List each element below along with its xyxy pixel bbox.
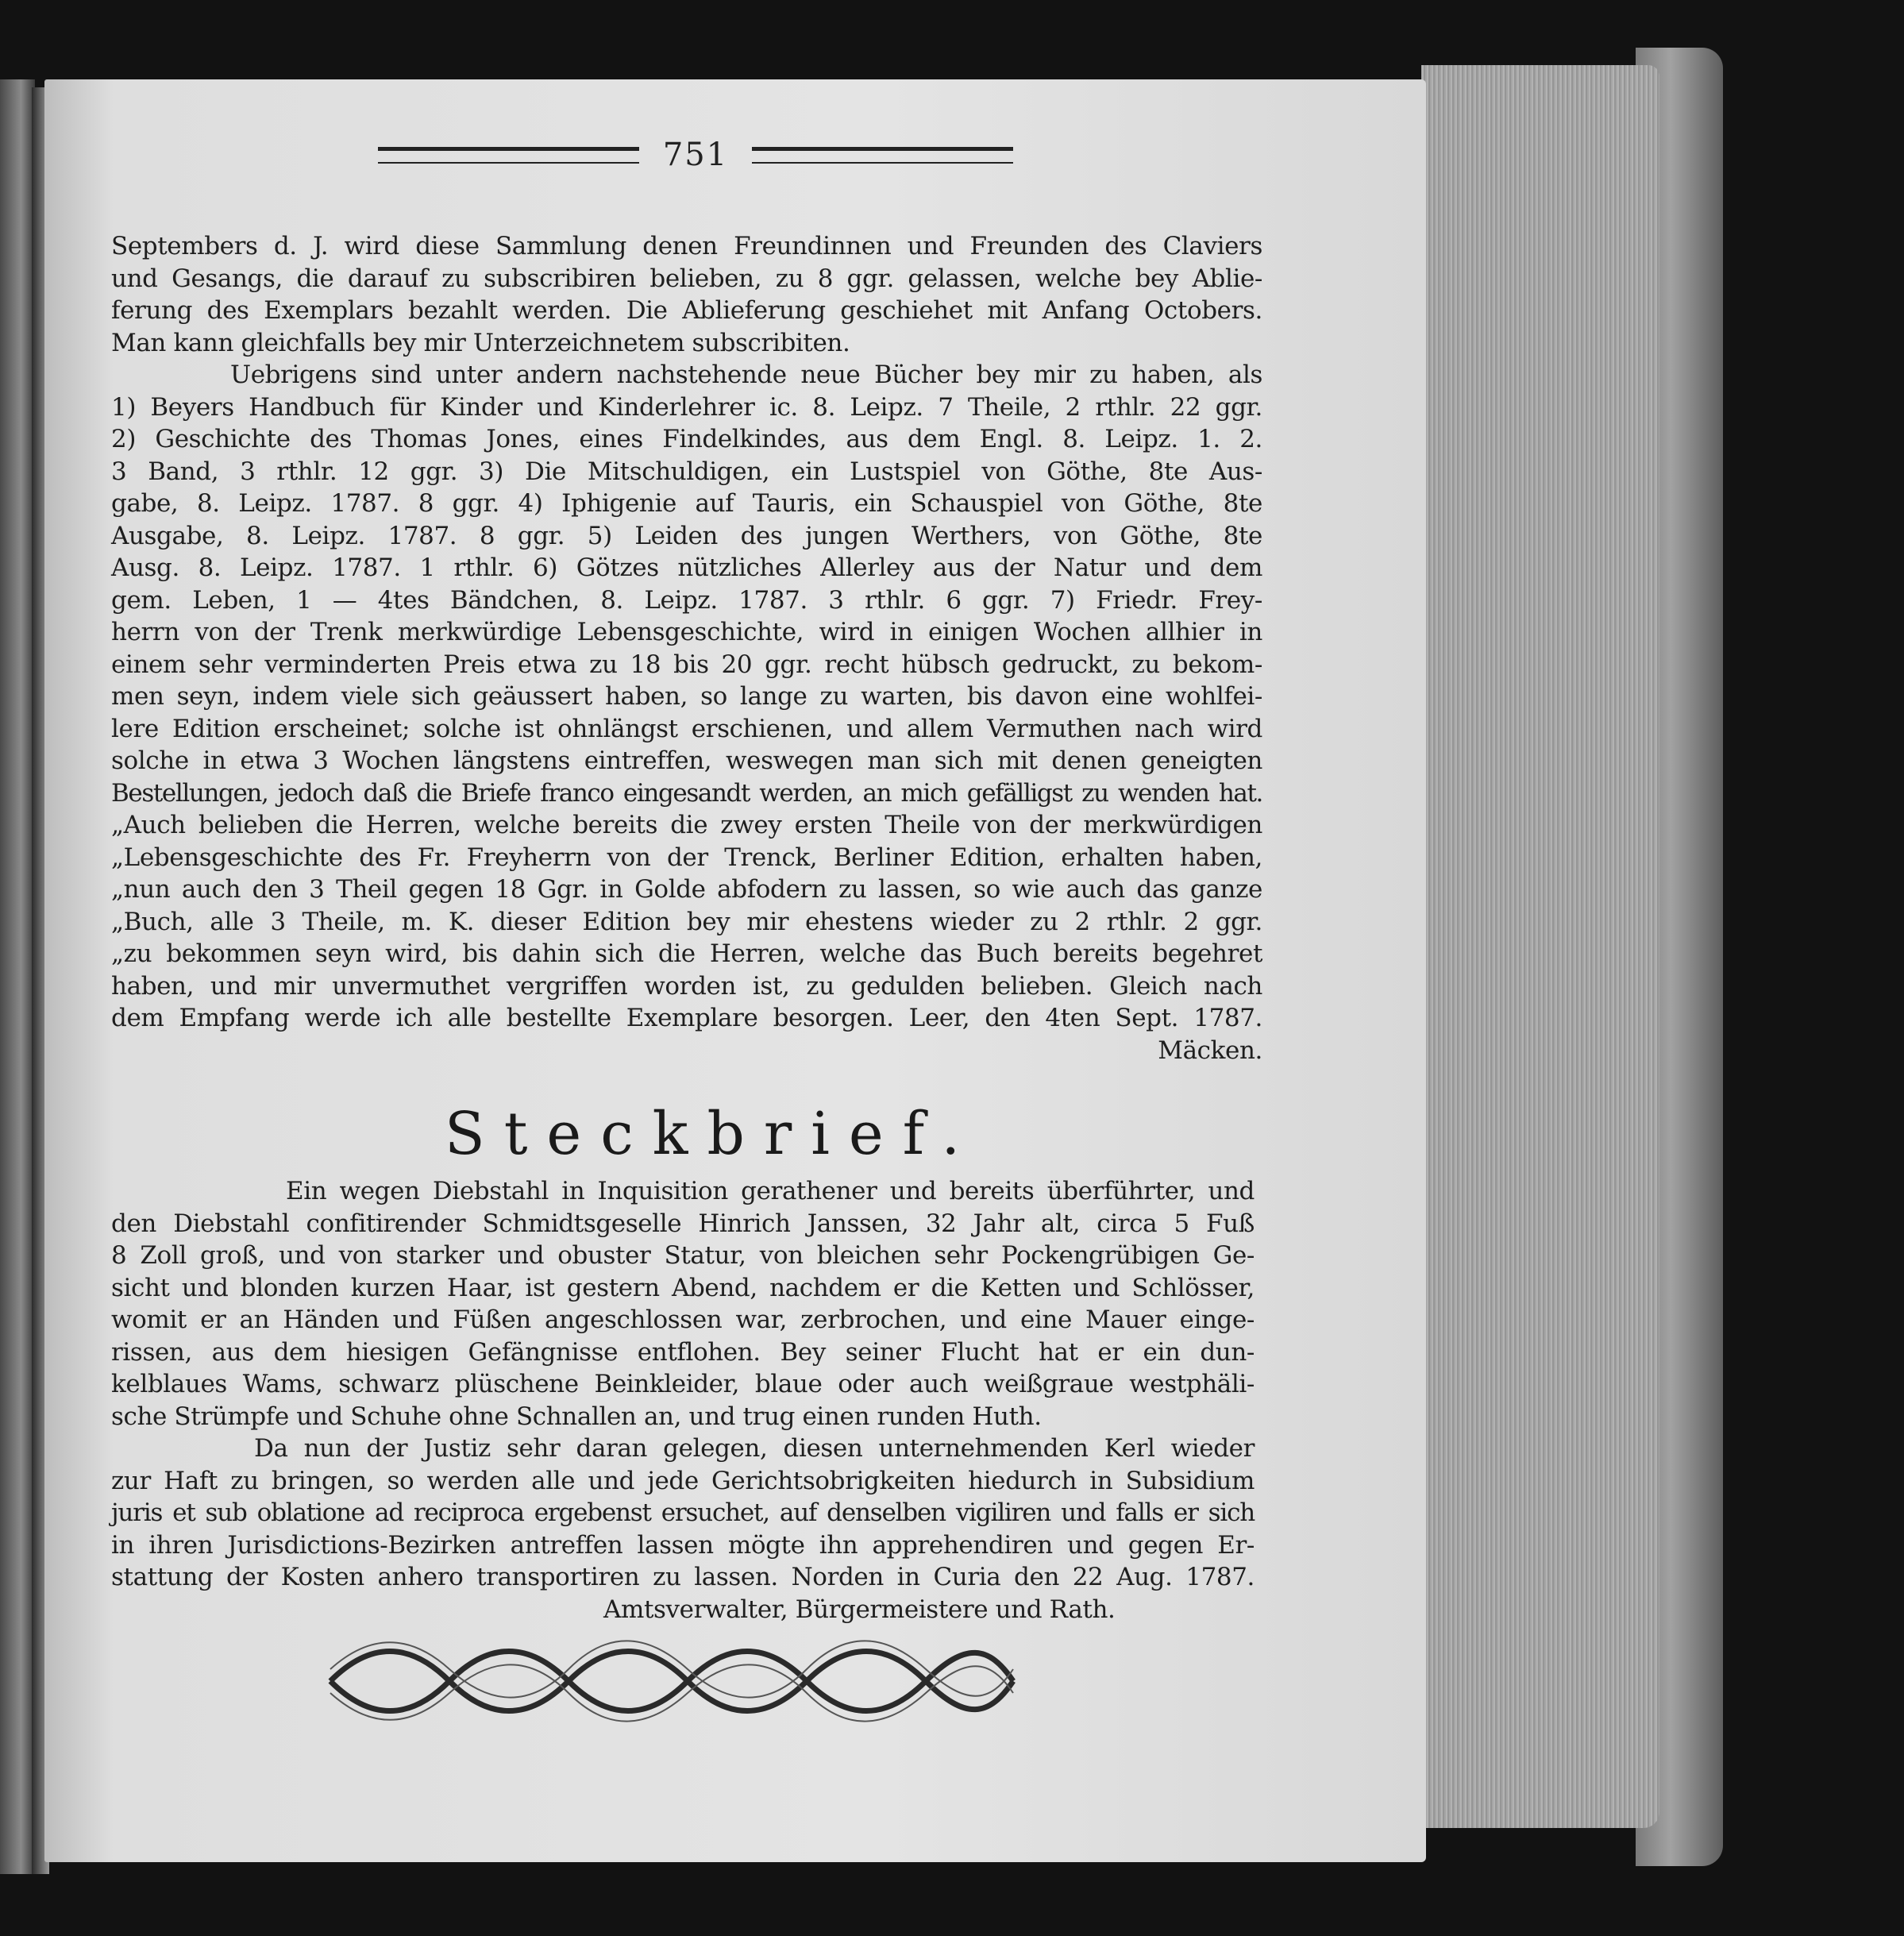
text-line: zur Haft zu bringen, so werden alle und jede Gerichtsobrigkeiten hiedurch in Subsidium [111, 1466, 1255, 1495]
steckbrief-heading: Steckbrief. [445, 1100, 979, 1168]
text-line: ferung des Exemplars bezahlt werden. Die Ablieferung geschiehet mit Anfang Octobers. [111, 296, 1262, 325]
text-line: juris et sub oblatione ad reciproca ergebenst ersuchet, auf denselben vigiliren und falls er sich [111, 1498, 1255, 1527]
text-line: gem. Leben, 1 — 4tes Bändchen, 8. Leipz. 1787. 3 rthlr. 6 ggr. 7) Friedr. Frey- [111, 585, 1262, 615]
text-line: stattung der Kosten anhero transportiren zu lassen. Norden in Curia den 22 Aug. 1787. [111, 1563, 1255, 1591]
text-line: „zu bekommen seyn wird, bis dahin sich die Herren, welche das Buch bereits begehret [111, 939, 1262, 968]
text-line: Ausgabe, 8. Leipz. 1787. 8 ggr. 5) Leiden des jungen Werthers, von Göthe, 8te [111, 521, 1262, 550]
text-line: „nun auch den 3 Theil gegen 18 Ggr. in Golde abfodern zu lassen, so wie auch das ganze [111, 875, 1262, 904]
previous-page-edge [0, 79, 35, 1874]
text-line: Septembers d. J. wird diese Sammlung denen Freundinnen und Freunden des Claviers [111, 232, 1262, 260]
text-line: sche Strümpfe und Schuhe ohne Schnallen an, und trug einen runden Huth. [111, 1402, 1042, 1431]
bookseller-advertisement [111, 230, 1262, 1066]
text-line: Bestellungen, jedoch daß die Briefe franco eingesandt werden, an mich gefälligst zu wenden hat. [111, 778, 1262, 808]
text-line: und Gesangs, die darauf zu subscribiren belieben, zu 8 ggr. gelassen, welche bey Ablie- [111, 264, 1262, 293]
page-header [378, 127, 1013, 183]
text-line: kelblaues Wams, schwarz plüschene Beinkleider, blaue oder auch weißgraue westphäli- [111, 1370, 1255, 1398]
text-line: Man kann gleichfalls bey mir Unterzeichnetem subscribiten. [111, 328, 850, 357]
text-line: gabe, 8. Leipz. 1787. 8 ggr. 4) Iphigenie auf Tauris, ein Schauspiel von Göthe, 8te [111, 489, 1262, 518]
text-line: lere Edition erscheinet; solche ist ohnlängst erschienen, und allem Vermuthen nach wird [111, 714, 1262, 743]
text-line: 2) Geschichte des Thomas Jones, eines Findelkindes, aus dem Engl. 8. Leipz. 1. 2. [111, 425, 1262, 453]
text-line: 3 Band, 3 rthlr. 12 ggr. 3) Die Mitschuldigen, ein Lustspiel von Göthe, 8te Aus- [111, 457, 1262, 486]
text-line: dem Empfang werde ich alle bestellte Exemplare besorgen. Leer, den 4ten Sept. 1787. [111, 1004, 1262, 1032]
header-rule-left [378, 147, 639, 164]
text-line: solche in etwa 3 Wochen längstens eintreffen, weswegen man sich mit denen geneigten [111, 746, 1262, 775]
text-line: sicht und blonden kurzen Haar, ist gestern Abend, nachdem er die Ketten und Schlösser, [111, 1273, 1255, 1302]
text-line: „Lebensgeschichte des Fr. Freyherrn von der Trenck, Berliner Edition, erhalten haben, [111, 843, 1262, 872]
page-stack-edges [1421, 65, 1659, 1828]
text-line: 8 Zoll groß, und von starker und obuster Statur, von bleichen sehr Pockengrübigen Ge- [111, 1241, 1255, 1270]
text-line: 1) Beyers Handbuch für Kinder und Kinderlehrer ic. 8. Leipz. 7 Theile, 2 rthlr. 22 ggr. [111, 392, 1262, 422]
text-line: Ein wegen Diebstahl in Inquisition gerathener und bereits überführter, und [286, 1177, 1255, 1205]
decorative-braid-ornament [314, 1637, 1029, 1725]
header-rule-right [752, 147, 1013, 164]
text-line: Da nun der Justiz sehr daran gelegen, diesen unternehmenden Kerl wieder [254, 1434, 1255, 1463]
wanted-notice [111, 1175, 1255, 1626]
text-line: Ausg. 8. Leipz. 1787. 1 rthlr. 6) Götzes nützliches Allerley aus der Natur und dem [111, 553, 1262, 582]
text-line: rissen, aus dem hiesigen Gefängnisse entflohen. Bey seiner Flucht hat er ein dun- [111, 1337, 1255, 1367]
text-line: „Auch belieben die Herren, welche bereits die zwey ersten Theile von der merkwürdigen [111, 811, 1262, 839]
page-number: 751 [662, 137, 729, 173]
advertisement-signature: Mäcken. [1158, 1035, 1262, 1065]
text-line: einem sehr verminderten Preis etwa zu 18 bis 20 ggr. recht hübsch gedruckt, zu bekom- [111, 650, 1262, 679]
text-line: men seyn, indem viele sich geäussert haben, so lange zu warten, bis davon eine wohlfei- [111, 682, 1262, 711]
text-line: Uebrigens sind unter andern nachstehende neue Bücher bey mir zu haben, als [230, 361, 1262, 389]
text-line: haben, und mir unvermuthet vergriffen worden ist, zu gedulden belieben. Gleich nach [111, 971, 1262, 1001]
text-line: womit er an Händen und Füßen angeschlossen war, zerbrochen, und eine Mauer einge- [111, 1305, 1255, 1334]
text-line: „Buch, alle 3 Theile, m. K. dieser Edition bey mir ehestens wieder zu 2 rthlr. 2 ggr. [111, 907, 1262, 936]
text-line: herrn von der Trenk merkwürdige Lebensgeschichte, wird in einigen Wochen allhier in [111, 618, 1262, 646]
text-line: in ihren Jurisdictions-Bezirken antreffen lassen mögte ihn apprehendiren und gegen Er- [111, 1530, 1255, 1560]
text-line: den Diebstahl confitirender Schmidtsgeselle Hinrich Janssen, 32 Jahr alt, circa 5 Fuß [111, 1209, 1255, 1238]
notice-signature: Amtsverwalter, Bürgermeistere und Rath. [603, 1595, 1116, 1624]
